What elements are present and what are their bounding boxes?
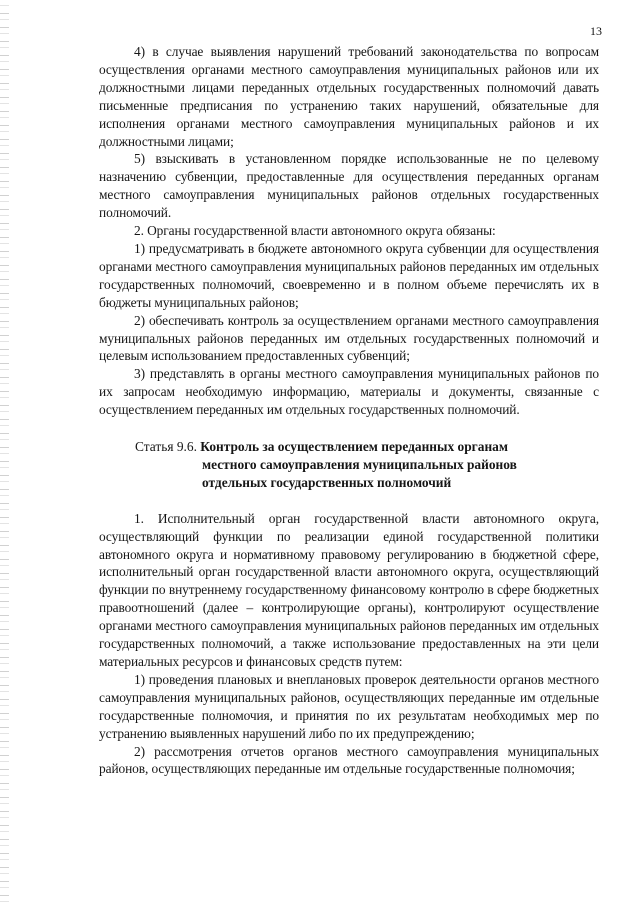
paragraph-control-method-2: 2) рассмотрения отчетов органов местного самоуправления муниципальных районов, осуществляющих переданные им отдельные государственные полномочия; [99,743,599,777]
paragraph-section-2: 2. Органы государственной власти автономного округа обязаны: [134,223,496,239]
paragraph-control-method-1: 1) проведения плановых и внеплановых проверок деятельности органов местного самоуправления муниципальных районов, осуществляющих переданные им отдельные государственные полномочия, и принятия по их результатам необходимых мер по устранению выявленных нарушений либо по их предупреждению; [99,671,599,741]
article-number: Статья 9.6. [135,439,197,455]
paragraph-obligation-2: 2) обеспечивать контроль за осуществлением органами местного самоуправления муниципальных районов переданных им отдельных государственных полномочий и целевым использованием предоставленных субвенций; [99,312,599,364]
paragraph-control-1: 1. Исполнительный орган государственной власти автономного округа, осуществляющий функции по реализации единой государственной политики автономного округа и нормативному правовому регулированию в бюджетной сфере, исполнительный орган государственной власти автономного округа, осуществляющий функции по внутреннему государственному финансовому контролю в сфере бюджетных правоотношений (далее – контролирующие органы), контролируют осуществление органами местного самоуправления муниципальных районов переданных им отдельных государственных полномочий, а также использование предоставленных на эти цели материальных ресурсов и финансовых средств путем: [99,510,599,669]
scan-edge-artifact [0,0,9,905]
paragraph-obligation-1: 1) предусматривать в бюджете автономного округа субвенции для осуществления органами местного самоуправления муниципальных районов переданных им отдельных государственных полномочий, своевременно и в полном объеме перечислять их в бюджеты муниципальных районов; [99,240,599,310]
document-body [99,43,599,778]
page-number: 13 [590,24,602,38]
paragraph-obligation-3: 3) представлять в органы местного самоуправления муниципальных районов по их запросам необходимую информацию, материалы и документы, связанные с осуществлением переданных им отдельных государственных полномочий. [99,366,599,418]
article-heading [135,438,599,492]
article-title-line-2: местного самоуправления муниципальных районов [202,456,517,472]
paragraph-item-5: 5) взыскивать в установленном порядке использованные не по целевому назначению субвенции, предоставленные для осуществления переданных органам местного самоуправления муниципальных районов отдельных государственных полномочий. [99,151,599,221]
article-title-line-3: отдельных государственных полномочий [202,474,452,490]
article-title-line-1: Контроль за осуществлением переданных органам [200,439,508,455]
paragraph-item-4: 4) в случае выявления нарушений требований законодательства по вопросам осуществления органами местного самоуправления муниципальных районов или их должностными лицами переданных отдельных государственных полномочий давать письменные предписания по устранению таких нарушений, обязательные для исполнения органами местного самоуправления муниципальных районов и их должностными лицами; [99,44,599,149]
